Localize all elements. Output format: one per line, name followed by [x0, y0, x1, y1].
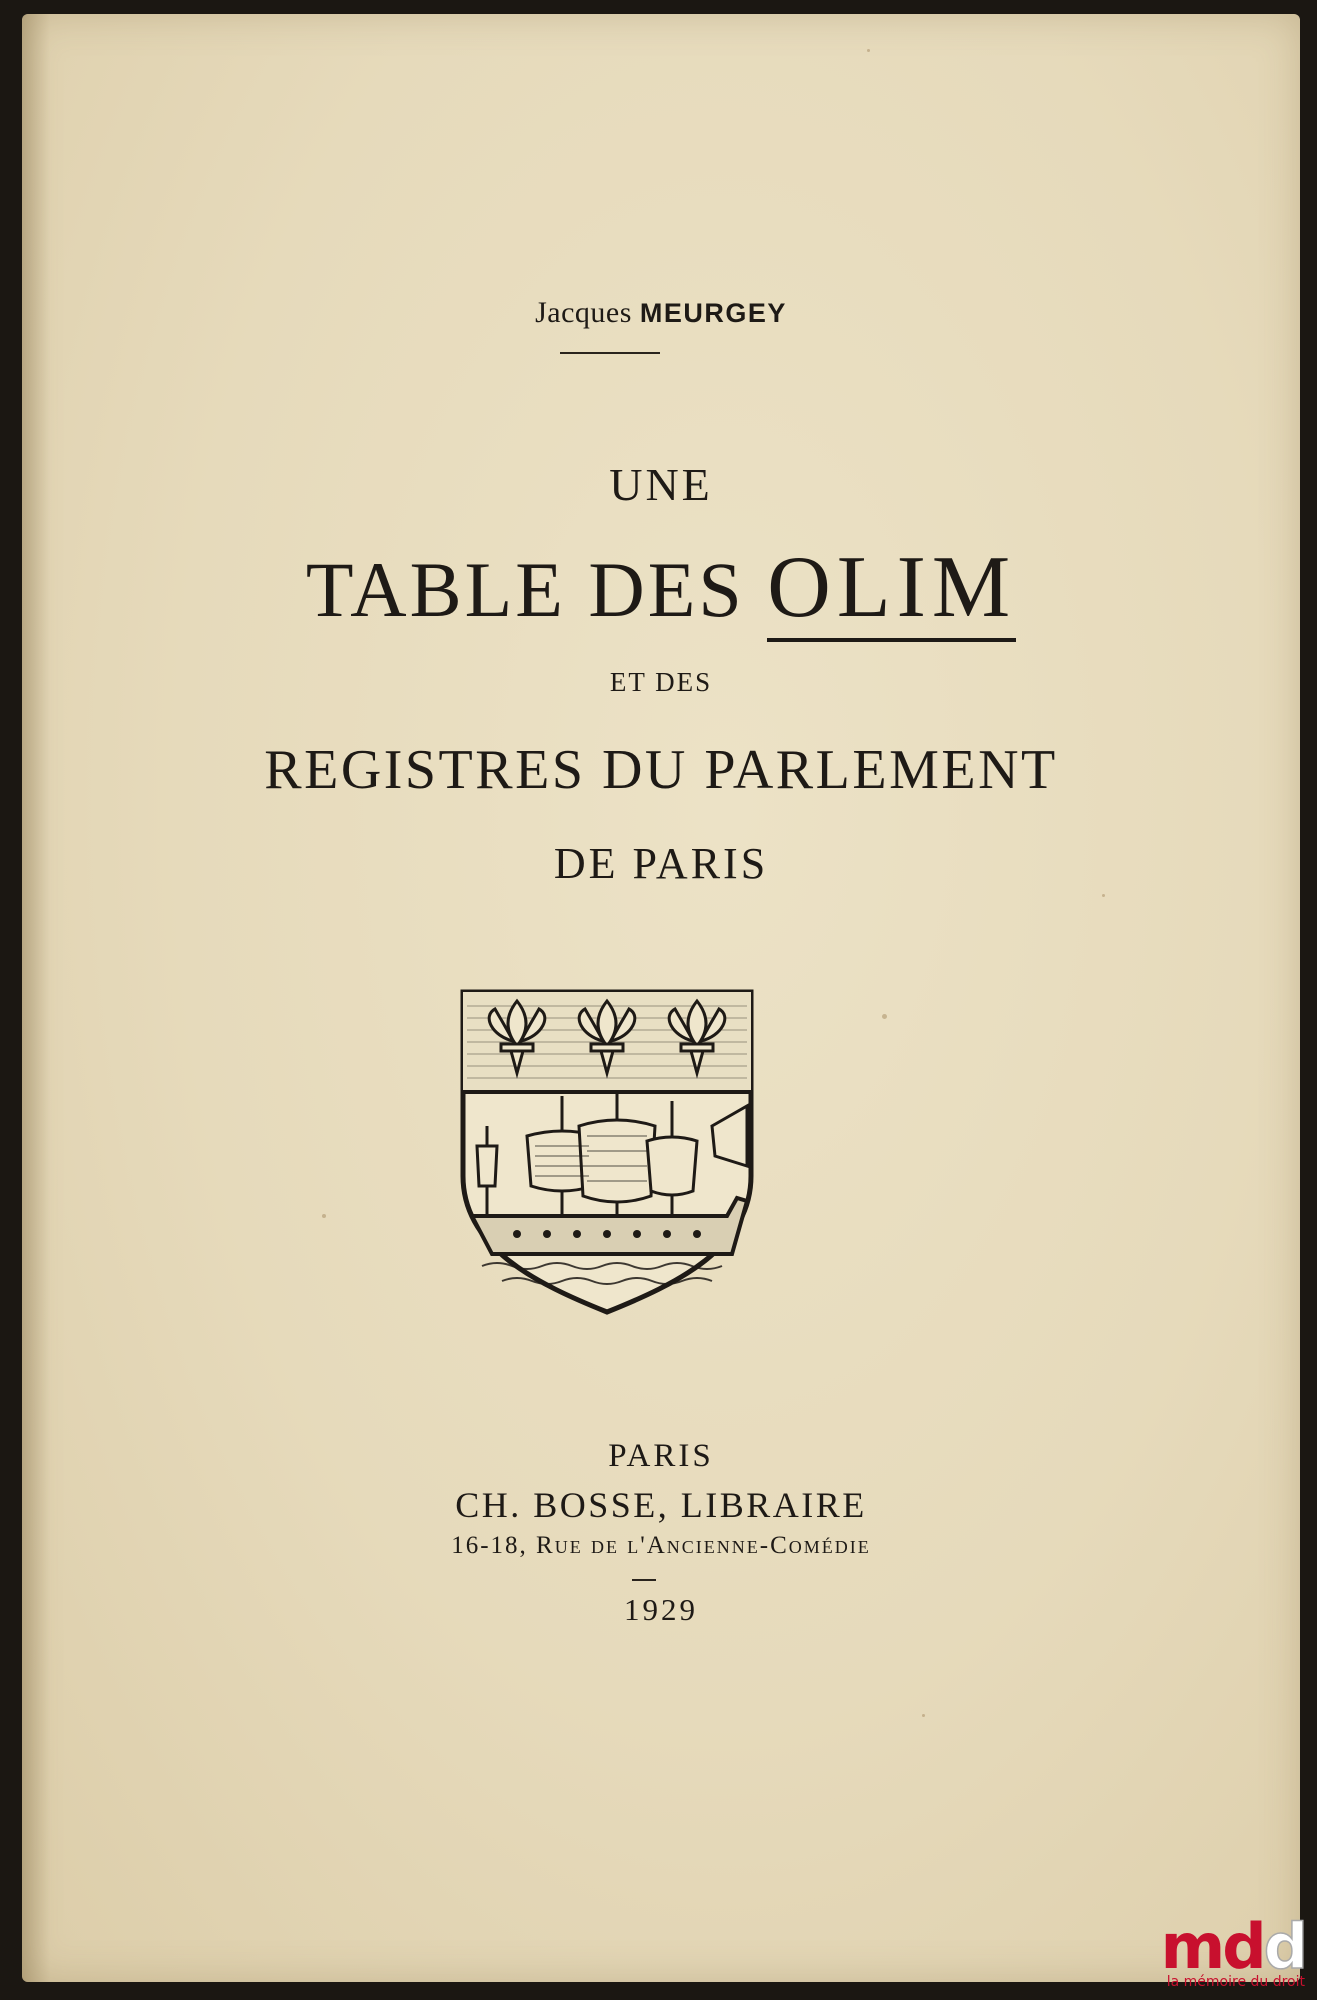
paper-speck	[882, 1014, 887, 1019]
watermark	[1145, 1910, 1305, 1990]
watermark-tagline: la mémoire du droit	[1166, 1974, 1305, 1990]
imprint-divider	[632, 1579, 656, 1581]
title-line-table-des-olim	[22, 539, 1300, 642]
paper-speck	[867, 49, 870, 52]
paper-speck	[922, 1714, 925, 1717]
imprint-city: PARIS	[608, 1438, 714, 1474]
paris-coat-of-arms-icon	[457, 986, 757, 1316]
author-divider	[560, 352, 660, 354]
imprint-year: 1929	[624, 1592, 698, 1627]
watermark-logo: mdd	[1160, 1910, 1305, 1983]
author-name	[22, 296, 1300, 330]
title-line-une: UNE	[609, 459, 713, 510]
author-first-name: Jacques	[535, 296, 632, 329]
author-last-name: MEURGEY	[639, 298, 787, 328]
paper-speck	[322, 1214, 326, 1218]
title-table-des: TABLE DES	[305, 546, 745, 633]
title-olim: OLIM	[767, 544, 1016, 642]
paper-speck	[1102, 894, 1105, 897]
title-line-et-des: ET DES	[609, 667, 713, 697]
title-line-de-paris: DE PARIS	[553, 839, 769, 888]
imprint-publisher: CH. BOSSE, LIBRAIRE	[455, 1485, 867, 1525]
book-cover	[22, 14, 1300, 1982]
title-line-registres: REGISTRES DU PARLEMENT	[264, 739, 1058, 801]
imprint-address: 16-18, Rue de l'Ancienne-Comédie	[451, 1532, 871, 1559]
